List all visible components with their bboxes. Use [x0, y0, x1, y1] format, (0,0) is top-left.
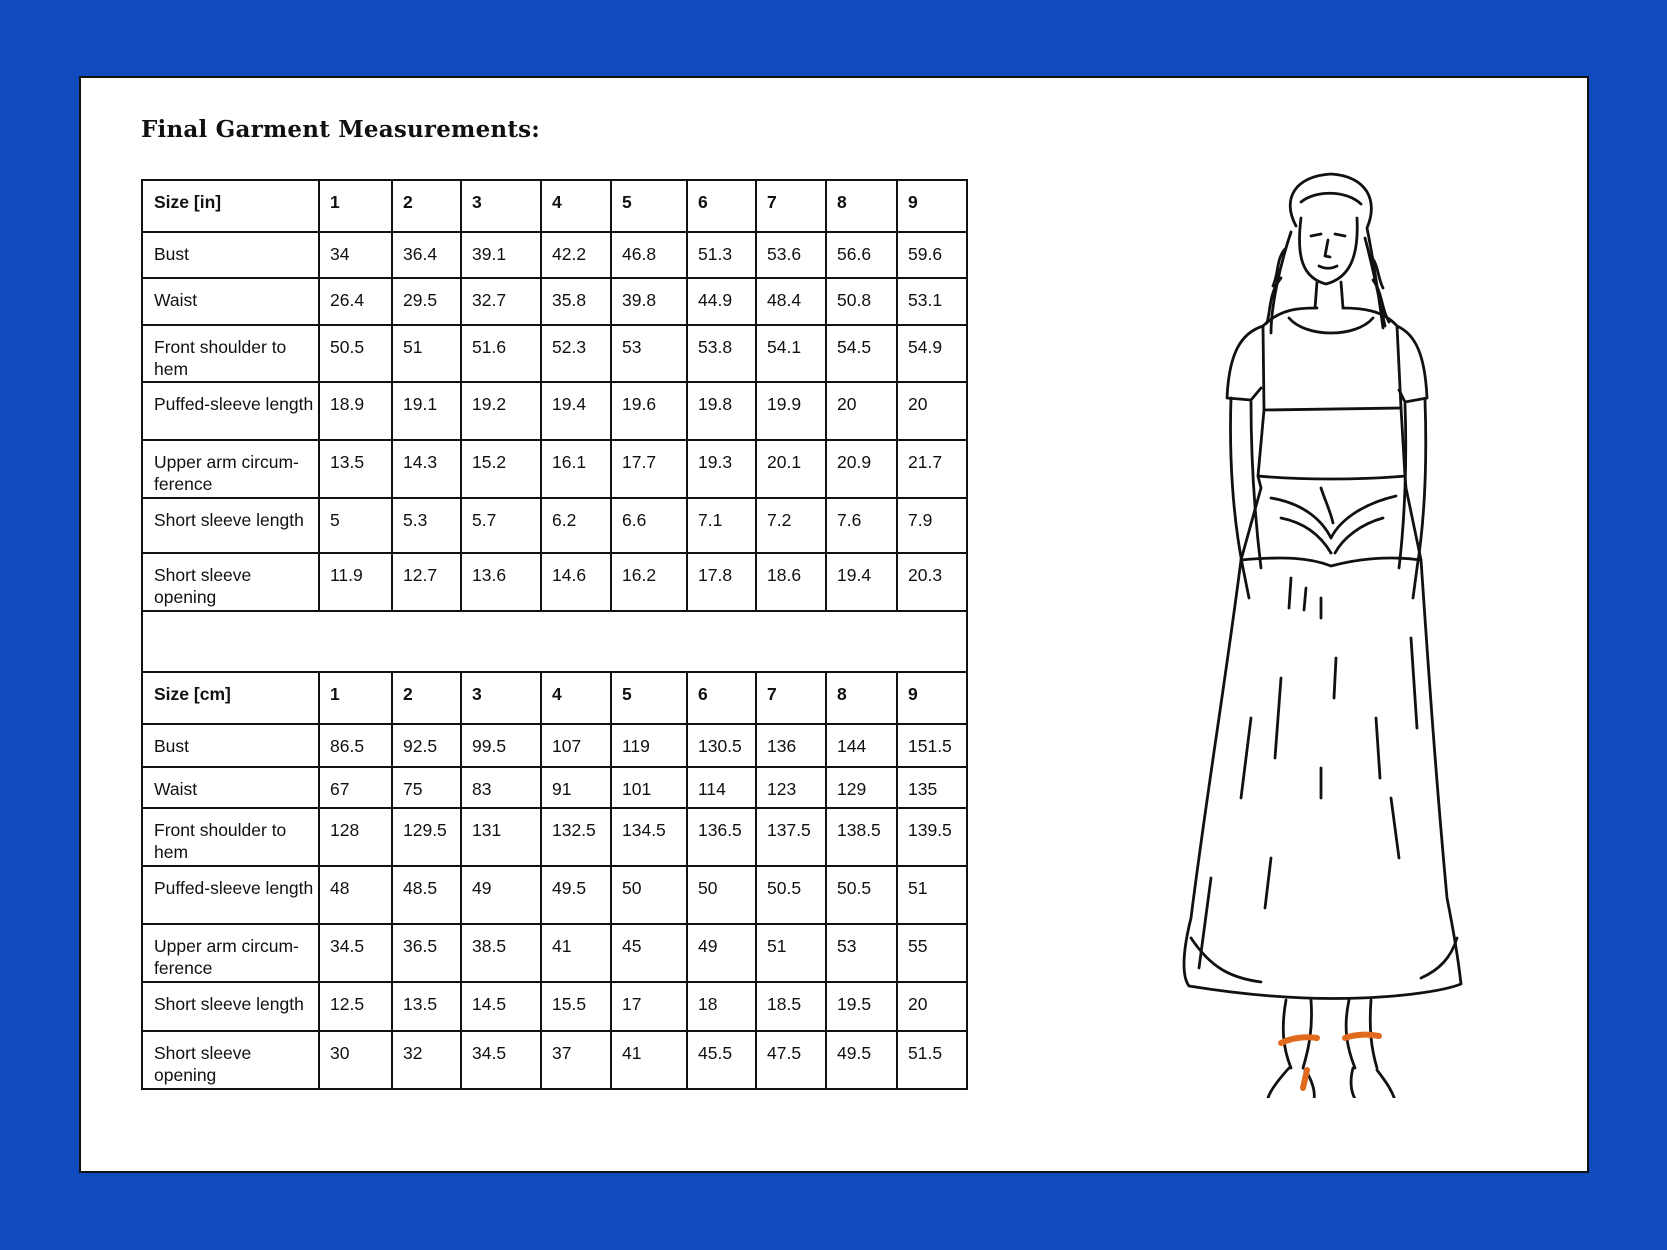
- measurement-cell: 20: [826, 382, 897, 440]
- measurement-cell: 53.6: [756, 232, 826, 278]
- size-header-cell: 2: [392, 672, 461, 724]
- size-header-cell: 1: [319, 180, 392, 232]
- measurement-cell: 17: [611, 982, 687, 1031]
- table-row: [142, 498, 967, 553]
- measurement-cell: 53: [826, 924, 897, 982]
- measurement-cell: 128: [319, 808, 392, 866]
- size-header-cell: 3: [461, 672, 541, 724]
- drape-folds: [1271, 488, 1396, 553]
- measurement-cell: 47.5: [756, 1031, 826, 1089]
- measurement-cell: 34.5: [461, 1031, 541, 1089]
- row-label: Bust: [142, 724, 319, 767]
- measurement-cell: 86.5: [319, 724, 392, 767]
- measurement-cell: 131: [461, 808, 541, 866]
- measurement-cell: 49: [461, 866, 541, 924]
- measurement-cell: 132.5: [541, 808, 611, 866]
- measurement-cell: 6.6: [611, 498, 687, 553]
- measurement-cell: 45.5: [687, 1031, 756, 1089]
- measurement-cell: 19.3: [687, 440, 756, 498]
- measurement-cell: 19.5: [826, 982, 897, 1031]
- left-shoe-strap: [1303, 1070, 1307, 1088]
- size-header-cell: 7: [756, 672, 826, 724]
- measurement-cell: 15.5: [541, 982, 611, 1031]
- measurement-cell: 51.6: [461, 325, 541, 382]
- measurement-cell: 34.5: [319, 924, 392, 982]
- measurement-cell: 135: [897, 767, 967, 808]
- garment-figure-illustration: [1121, 158, 1521, 1098]
- size-header-cell: 7: [756, 180, 826, 232]
- nose: [1325, 240, 1330, 257]
- measurement-cell: 20: [897, 382, 967, 440]
- measurement-cell: 7.9: [897, 498, 967, 553]
- measurement-cell: 54.5: [826, 325, 897, 382]
- size-header-cell: 4: [541, 180, 611, 232]
- measurement-cell: 48.4: [756, 278, 826, 325]
- size-header-cell: 2: [392, 180, 461, 232]
- measurement-cell: 20.3: [897, 553, 967, 611]
- table-row: [142, 866, 967, 924]
- table-row: [142, 1031, 967, 1089]
- row-label: Front shoulder to hem: [142, 808, 319, 866]
- measurement-cell: 54.9: [897, 325, 967, 382]
- measurement-cell: 51: [756, 924, 826, 982]
- measurement-cell: 32.7: [461, 278, 541, 325]
- row-label: Front shoulder to hem: [142, 325, 319, 382]
- measurement-cell: 14.6: [541, 553, 611, 611]
- table-gap-cell: [142, 611, 967, 672]
- measurement-cell: 14.3: [392, 440, 461, 498]
- measurement-cell: 15.2: [461, 440, 541, 498]
- measurement-cell: 13.5: [319, 440, 392, 498]
- measurement-cell: 20: [897, 982, 967, 1031]
- measurement-cell: 51.5: [897, 1031, 967, 1089]
- measurement-cell: 18.9: [319, 382, 392, 440]
- measurement-cell: 136: [756, 724, 826, 767]
- measurement-cell: 92.5: [392, 724, 461, 767]
- size-header-cell: 6: [687, 180, 756, 232]
- measurement-cell: 41: [541, 924, 611, 982]
- size-header-cell: 1: [319, 672, 392, 724]
- size-header-cell: 6: [687, 672, 756, 724]
- measurement-cell: 52.3: [541, 325, 611, 382]
- measurement-cell: 16.1: [541, 440, 611, 498]
- measurement-cell: 19.8: [687, 382, 756, 440]
- row-label: Upper arm circum-ference: [142, 924, 319, 982]
- measurement-cell: 35.8: [541, 278, 611, 325]
- row-label: Short sleeve opening: [142, 1031, 319, 1089]
- row-label: Short sleeve opening: [142, 553, 319, 611]
- measurement-cell: 37: [541, 1031, 611, 1089]
- measurement-cell: 54.1: [756, 325, 826, 382]
- size-header-cell: 5: [611, 180, 687, 232]
- measurement-cell: 5.7: [461, 498, 541, 553]
- measurement-cell: 53.1: [897, 278, 967, 325]
- face-outline: [1299, 218, 1357, 284]
- size-header-cell: 5: [611, 672, 687, 724]
- measurement-cell: 99.5: [461, 724, 541, 767]
- row-label: Short sleeve length: [142, 498, 319, 553]
- page-title: Final Garment Measurements:: [141, 116, 540, 143]
- inch-table-body: [142, 180, 967, 611]
- measurement-cell: 139.5: [897, 808, 967, 866]
- measurement-cell: 53: [611, 325, 687, 382]
- table-header-row: [142, 672, 967, 724]
- size-header-cell: 8: [826, 672, 897, 724]
- measurement-cell: 18: [687, 982, 756, 1031]
- table-row: [142, 767, 967, 808]
- measurement-cell: 39.8: [611, 278, 687, 325]
- measurement-cell: 41: [611, 1031, 687, 1089]
- measurement-cell: 16.2: [611, 553, 687, 611]
- table-row: [142, 553, 967, 611]
- table-row: [142, 325, 967, 382]
- hem-folds: [1191, 938, 1457, 982]
- measurement-cell: 107: [541, 724, 611, 767]
- measurement-cell: 134.5: [611, 808, 687, 866]
- measurement-cell: 136.5: [687, 808, 756, 866]
- measurement-cell: 20.1: [756, 440, 826, 498]
- bodice-neckline: [1289, 318, 1373, 333]
- row-label: Upper arm circum-ference: [142, 440, 319, 498]
- measurement-cell: 38.5: [461, 924, 541, 982]
- measurement-cell: 36.5: [392, 924, 461, 982]
- table-row: [142, 924, 967, 982]
- measurement-cell: 91: [541, 767, 611, 808]
- measurement-cell: 51: [897, 866, 967, 924]
- table-row: [142, 278, 967, 325]
- table-header-row: [142, 180, 967, 232]
- measurement-cell: 45: [611, 924, 687, 982]
- measurement-cell: 75: [392, 767, 461, 808]
- measurement-cell: 42.2: [541, 232, 611, 278]
- measurement-cell: 129: [826, 767, 897, 808]
- row-label: Puffed-sleeve length: [142, 866, 319, 924]
- row-label: Short sleeve length: [142, 982, 319, 1031]
- measurement-cell: 5: [319, 498, 392, 553]
- measurement-cell: 32: [392, 1031, 461, 1089]
- measurement-cell: 13.5: [392, 982, 461, 1031]
- measurement-cell: 129.5: [392, 808, 461, 866]
- measurement-cell: 17.8: [687, 553, 756, 611]
- measurement-cell: 48: [319, 866, 392, 924]
- measurement-cell: 30: [319, 1031, 392, 1089]
- table-row: [142, 440, 967, 498]
- measurement-cell: 29.5: [392, 278, 461, 325]
- measurement-cell: 19.6: [611, 382, 687, 440]
- measurement-cell: 7.2: [756, 498, 826, 553]
- size-unit-header: Size [in]: [142, 180, 319, 232]
- row-label: Puffed-sleeve length: [142, 382, 319, 440]
- bodice: [1263, 308, 1401, 410]
- measurement-cell: 26.4: [319, 278, 392, 325]
- measurement-cell: 12.5: [319, 982, 392, 1031]
- measurement-cell: 36.4: [392, 232, 461, 278]
- measurement-cell: 20.9: [826, 440, 897, 498]
- measurement-cell: 39.1: [461, 232, 541, 278]
- measurement-cell: 11.9: [319, 553, 392, 611]
- measurement-cell: 17.7: [611, 440, 687, 498]
- eyes: [1311, 234, 1345, 236]
- measurement-cell: 59.6: [897, 232, 967, 278]
- measurement-cell: 34: [319, 232, 392, 278]
- cm-table-body: [142, 672, 967, 1089]
- measurements-table: [141, 179, 968, 1090]
- table-gap-row: [142, 611, 967, 672]
- left-arm: [1231, 398, 1262, 598]
- size-header-cell: 8: [826, 180, 897, 232]
- measurement-cell: 83: [461, 767, 541, 808]
- measurement-cell: 50.5: [826, 866, 897, 924]
- measurement-cell: 49.5: [826, 1031, 897, 1089]
- measurement-card: [79, 76, 1589, 1173]
- row-label: Bust: [142, 232, 319, 278]
- table-row: [142, 808, 967, 866]
- measurement-cell: 18.5: [756, 982, 826, 1031]
- measurement-cell: 138.5: [826, 808, 897, 866]
- measurement-cell: 49: [687, 924, 756, 982]
- measurement-cell: 144: [826, 724, 897, 767]
- table-row: [142, 724, 967, 767]
- size-header-cell: 9: [897, 672, 967, 724]
- neck: [1315, 282, 1343, 308]
- measurement-cell: 51.3: [687, 232, 756, 278]
- measurement-cell: 46.8: [611, 232, 687, 278]
- measurement-cell: 50.5: [319, 325, 392, 382]
- table-gap: [142, 611, 967, 672]
- measurement-cell: 50: [611, 866, 687, 924]
- table-row: [142, 382, 967, 440]
- size-header-cell: 3: [461, 180, 541, 232]
- measurement-cell: 55: [897, 924, 967, 982]
- row-label: Waist: [142, 278, 319, 325]
- measurement-cell: 48.5: [392, 866, 461, 924]
- measurement-cell: 114: [687, 767, 756, 808]
- left-sleeve: [1227, 326, 1263, 400]
- measurement-cell: 6.2: [541, 498, 611, 553]
- measurement-cell: 12.7: [392, 553, 461, 611]
- measurement-cell: 56.6: [826, 232, 897, 278]
- measurement-cell: 13.6: [461, 553, 541, 611]
- measurement-cell: 53.8: [687, 325, 756, 382]
- skirt: [1184, 560, 1461, 999]
- measurement-cell: 151.5: [897, 724, 967, 767]
- left-ankle-strap: [1281, 1037, 1317, 1043]
- table-row: [142, 232, 967, 278]
- measurement-cell: 44.9: [687, 278, 756, 325]
- measurement-cell: 123: [756, 767, 826, 808]
- measurement-cell: 101: [611, 767, 687, 808]
- mouth: [1319, 266, 1337, 268]
- right-shoe: [1351, 1068, 1395, 1098]
- measurement-cell: 21.7: [897, 440, 967, 498]
- measurement-cell: 50.8: [826, 278, 897, 325]
- measurement-cell: 130.5: [687, 724, 756, 767]
- hair-part: [1301, 193, 1361, 204]
- measurement-cell: 51: [392, 325, 461, 382]
- left-leg: [1283, 1000, 1311, 1068]
- measurement-cell: 5.3: [392, 498, 461, 553]
- size-unit-header: Size [cm]: [142, 672, 319, 724]
- measurement-cell: 67: [319, 767, 392, 808]
- measurement-cell: 119: [611, 724, 687, 767]
- measurement-cell: 19.9: [756, 382, 826, 440]
- row-label: Waist: [142, 767, 319, 808]
- size-header-cell: 9: [897, 180, 967, 232]
- measurement-cell: 49.5: [541, 866, 611, 924]
- measurement-cell: 7.1: [687, 498, 756, 553]
- measurement-cell: 19.1: [392, 382, 461, 440]
- measurement-cell: 50.5: [756, 866, 826, 924]
- right-ankle-strap: [1345, 1035, 1379, 1038]
- measurement-cell: 14.5: [461, 982, 541, 1031]
- measurement-cell: 18.6: [756, 553, 826, 611]
- size-header-cell: 4: [541, 672, 611, 724]
- measurement-cell: 137.5: [756, 808, 826, 866]
- measurement-cell: 50: [687, 866, 756, 924]
- measurement-cell: 19.4: [826, 553, 897, 611]
- table-row: [142, 982, 967, 1031]
- waistband: [1258, 408, 1405, 479]
- measurement-cell: 7.6: [826, 498, 897, 553]
- measurement-cell: 19.4: [541, 382, 611, 440]
- measurement-cell: 19.2: [461, 382, 541, 440]
